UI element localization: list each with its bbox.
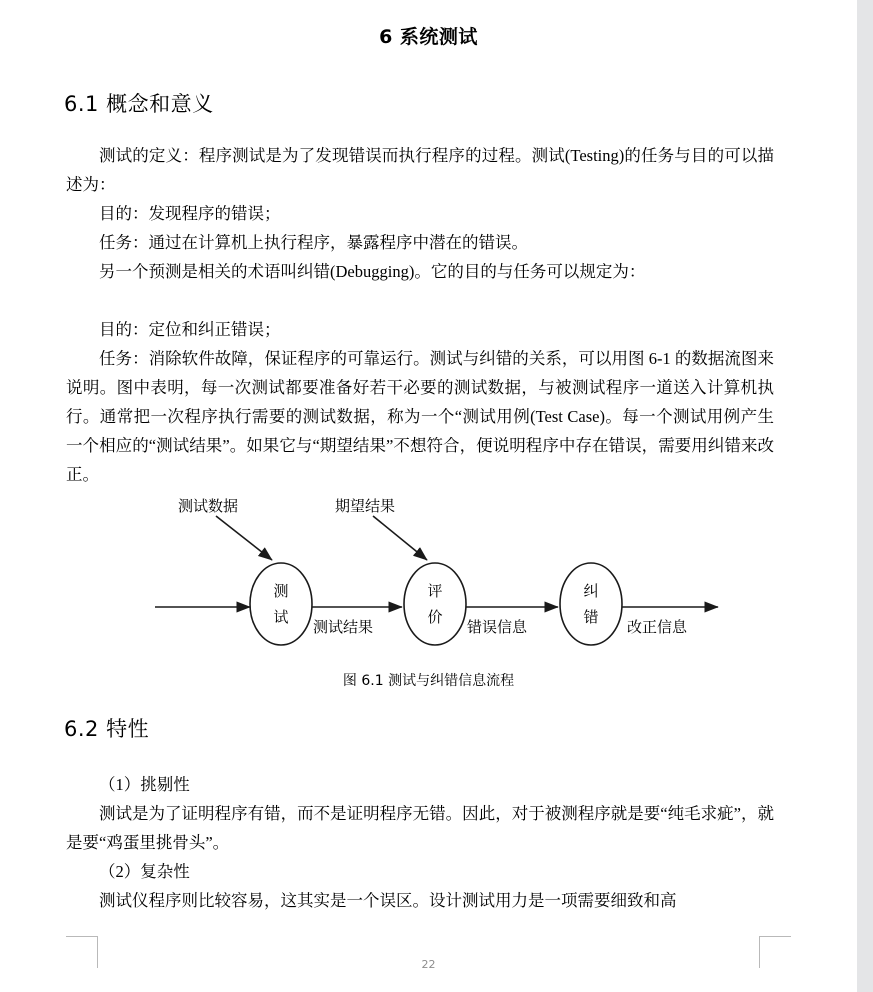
paragraph-definition: 测试的定义：程序测试是为了发现错误而执行程序的过程。测试(Testing)的任务与目的可以描述为： <box>66 146 774 194</box>
node-label-test-line1: 测 <box>273 582 289 600</box>
paragraph-item-1-title: （1）挑剔性 <box>99 775 190 794</box>
figure-flow-label-error-info: 错误信息 <box>467 618 528 636</box>
figure-input-label-test-data: 测试数据 <box>178 497 239 515</box>
section-heading-6-1: 6.1 概念和意义 <box>64 92 214 116</box>
figure-6-1-dataflow-diagram <box>0 480 857 670</box>
paragraph-task-2: 任务：消除软件故障，保证程序的可靠运行。测试与纠错的关系，可以用图 6-1 的数据流图来说明。图中表明，每一次测试都要准备好若干必要的测试数据，与被测试程序一道送入计算机执行。通常把一次程序执行需要的测试数据，称为一个“测试用例(Test Case)。每一个测试用例产生一个相应的“测试结果”。如果它与“期望结果”不想符合，便说明程序中存在错误，需要用纠错来改正。 <box>66 349 774 484</box>
paragraph-item-2-title: （2）复杂性 <box>99 862 190 881</box>
section-6-2-body <box>66 770 774 915</box>
section-6-1-body-part-1 <box>66 141 774 286</box>
paragraph-purpose-1: 目的：发现程序的错误； <box>99 204 281 223</box>
node-label-correct-line2: 错 <box>583 608 599 626</box>
section-6-1-body-part-2 <box>66 315 774 489</box>
node-ellipse-correct <box>560 563 622 645</box>
arrow-expected-result-to-review <box>373 516 427 560</box>
figure-flow-label-test-result: 测试结果 <box>313 618 374 636</box>
node-label-test-line2: 试 <box>273 608 289 626</box>
paragraph-item-2-body: 测试仪程序则比较容易，这其实是一个误区。设计测试用力是一项需要细致和高 <box>99 891 677 910</box>
section-heading-6-2: 6.2 特性 <box>64 717 150 741</box>
figure-input-label-expected-result: 期望结果 <box>335 497 396 515</box>
page-number: 22 <box>421 958 436 971</box>
node-label-review-line2: 价 <box>427 608 443 626</box>
figure-caption: 图 6.1 测试与纠错信息流程 <box>342 673 515 689</box>
figure-flow-label-corrected-info: 改正信息 <box>627 618 688 636</box>
page-edge-strip <box>857 0 873 992</box>
paragraph-item-1-body: 测试是为了证明程序有错，而不是证明程序无错。因此，对于被测程序就是要“纯毛求疵”，就是要“鸡蛋里挑骨头”。 <box>66 804 774 852</box>
node-label-review-line1: 评 <box>427 582 443 600</box>
node-ellipse-test <box>250 563 312 645</box>
paragraph-purpose-2: 目的：定位和纠正错误； <box>99 320 281 339</box>
paragraph-debugging: 另一个预测是相关的术语叫纠错(Debugging)。它的目的与任务可以规定为： <box>99 262 646 281</box>
page-title: 6 系统测试 <box>379 26 478 48</box>
paragraph-task-1: 任务：通过在计算机上执行程序，暴露程序中潜在的错误。 <box>99 233 528 252</box>
node-ellipse-review <box>404 563 466 645</box>
node-label-correct-line1: 纠 <box>583 582 599 600</box>
arrow-test-data-to-test <box>216 516 272 560</box>
